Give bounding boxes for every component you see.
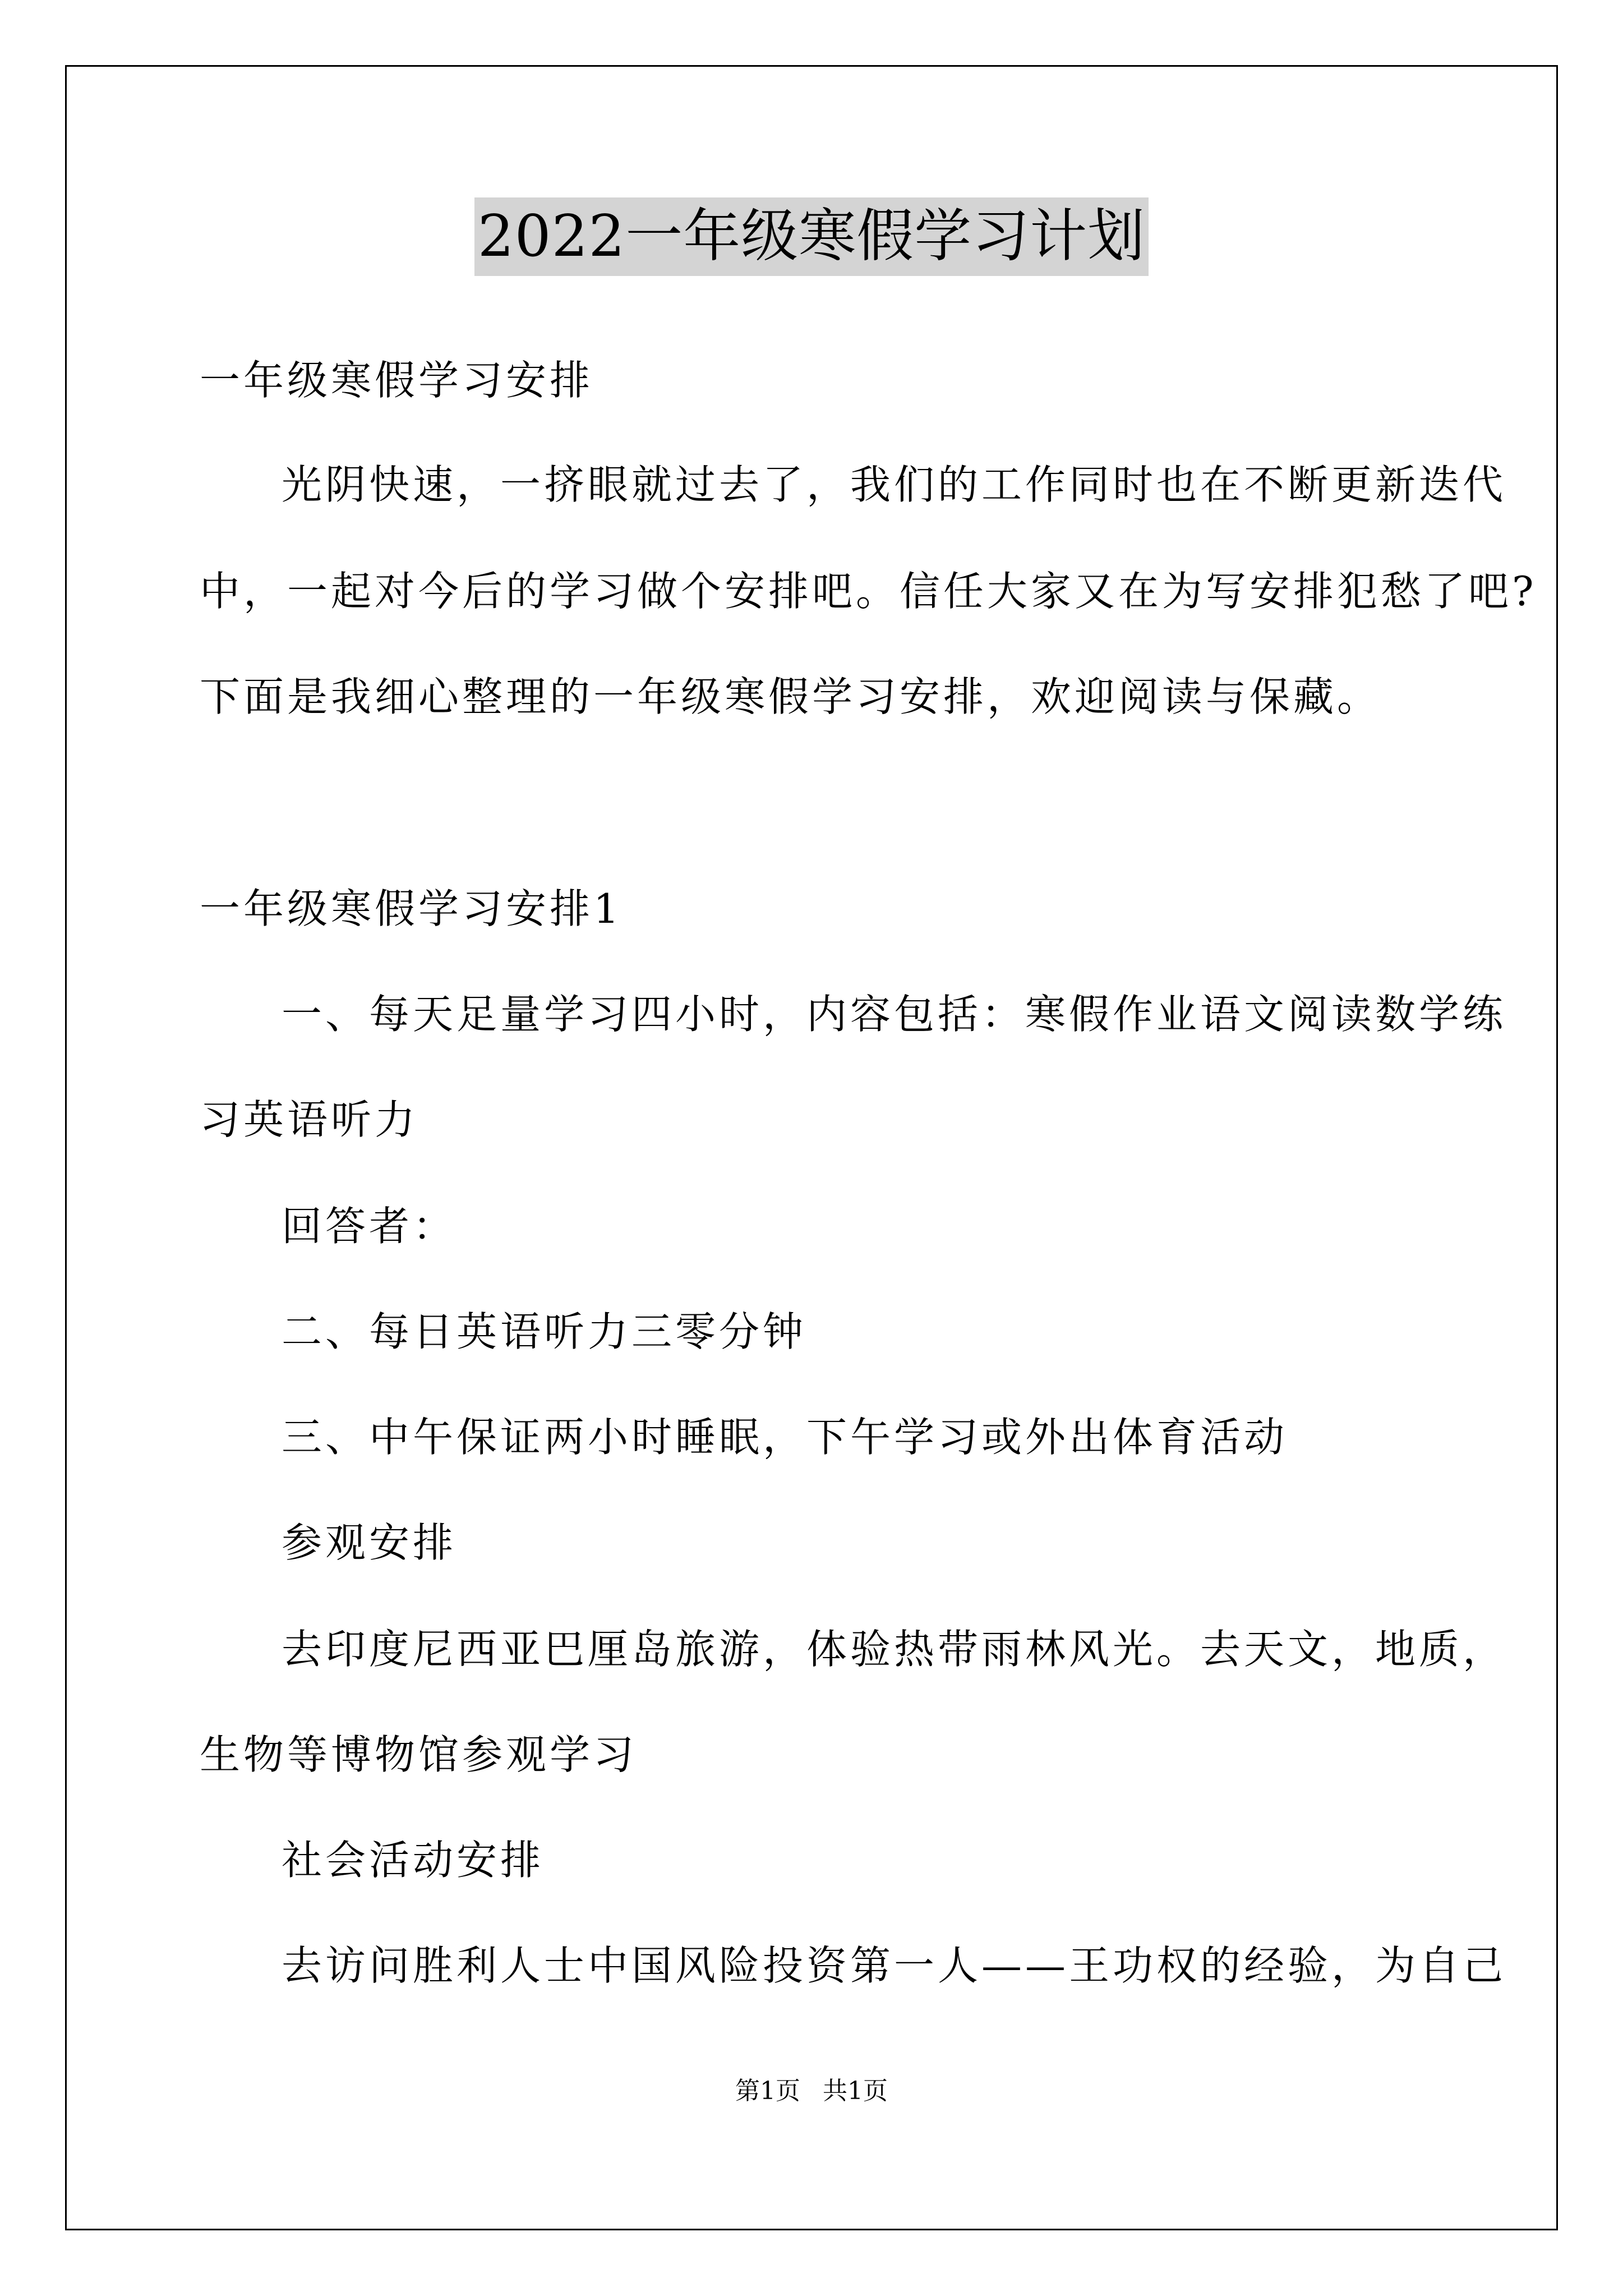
paragraph-line: 一、每天足量学习四小时，内容包括：寒假作业语文阅读数学练 (282, 991, 1507, 1038)
paragraph-line: 习英语听力 (200, 1096, 419, 1143)
section-heading: 一年级寒假学习安排1 (200, 885, 623, 932)
paragraph-line: 去印度尼西亚巴厘岛旅游，体验热带雨林风光。去天文，地质， (282, 1626, 1507, 1673)
page-footer (0, 2074, 1623, 2108)
paragraph-line: 参观安排 (282, 1519, 457, 1566)
paragraph-line: 回答者： (282, 1203, 457, 1250)
paragraph-line: 生物等博物馆参观学习 (200, 1731, 638, 1778)
paragraph-line: 三、中午保证两小时睡眠，下午学习或外出体育活动 (282, 1414, 1288, 1461)
paragraph-line: 二、每日英语听力三零分钟 (282, 1308, 807, 1355)
paragraph-line: 社会活动安排 (282, 1837, 545, 1884)
paragraph-line: 下面是我细心整理的一年级寒假学习安排，欢迎阅读与保藏。 (200, 673, 1381, 720)
page-number: 第1页 (735, 2077, 800, 2105)
paragraph-line: 光阴快速，一挤眼就过去了，我们的工作同时也在不断更新迭代 (282, 461, 1507, 508)
section-heading: 一年级寒假学习安排 (200, 357, 594, 404)
paragraph-line: 去访问胜利人士中国风险投资第一人——王功权的经验，为自己 (282, 1942, 1507, 1989)
page-total: 共1页 (823, 2077, 888, 2105)
paragraph-line: 中，一起对今后的学习做个安排吧。信任大家又在为写安排犯愁了吧? (200, 568, 1537, 615)
title-container (0, 197, 1623, 276)
document-title: 2022一年级寒假学习计划 (474, 197, 1149, 276)
